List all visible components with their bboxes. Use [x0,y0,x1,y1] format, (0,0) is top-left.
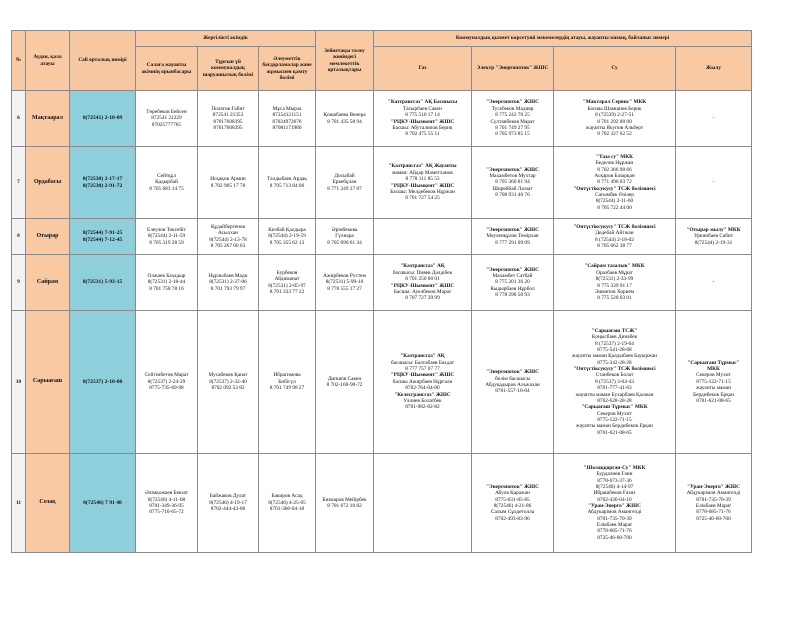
cell-line: Мұса Мырза [272,105,302,112]
electric-cell [472,91,554,147]
contacts-table [11,30,752,553]
org-name: "Онтүстіксукусу" ТСЖ бөлімшесі [573,223,656,230]
call-center-number [70,255,136,311]
water-cell [554,91,676,147]
cell-line: 8 705 355 62 13 [269,239,305,246]
cell-line: Басшы: Ауелбеков Марат [393,288,452,295]
cell-line: Станбеков Болат [595,372,634,379]
cell-line: 8 777 757 07 77 [405,366,440,373]
cell-line: Олжаев Бахадыр [147,272,186,279]
cell-line: 8775-122-71-15 [696,378,731,385]
employment-cell [259,147,316,219]
cell-line: 8(72544) 2-19-59 [268,233,306,240]
org-name: "Мактарал Сервис" МКК [582,99,647,106]
row-number: 10 [12,311,26,454]
cell-line: Абдукарімов Амангелді [686,490,741,497]
org-name: "Энергопоток" ЖШС [486,266,539,273]
org-name: "Отырар жылу" МКК [686,226,741,233]
cell-line: 8(72531) 2-18-44 [147,279,186,286]
org-name: "Энергопоток" ЖШС [486,226,539,233]
housing-cell [198,91,259,147]
cell-line: 8(72537) 2-32-40 [209,378,247,385]
cell-line: Бибігүл [278,378,296,385]
heating-cell [676,255,752,311]
cell-line: Қошабаева Венера [323,112,366,119]
cell-line: - [712,179,715,186]
cell-line: Бурдалиев Ғани [596,471,633,478]
cell-line: Абдуқадыров Альжахан [485,382,540,388]
cell-line: 8 (72539) 2-27-51 [595,112,634,119]
cell-line: Тусебеков Мадияр [491,105,534,112]
header-housing: Тұрғын үй коммуналдық шаруашылық бөлімі [198,47,259,91]
cell-line: - [712,279,715,286]
cell-line: Абуов Қаражан [495,490,530,497]
water-cell [554,311,676,454]
org-name: "Таза су" МКК [596,153,633,160]
cell-line: 8702-628-28-28 [597,397,632,404]
org-name: "Сарыағаш Тұрмыс" [687,359,740,366]
header-electric: Электр "Энергопоток" ЖШС [472,47,554,91]
table-row [12,311,752,454]
cell-line: Әрінбекова [331,226,358,233]
electric-cell [472,147,554,219]
cell-line: 8701-621-08-65 [597,429,632,436]
row-number: 8 [12,219,26,255]
gas-cell [374,454,472,553]
header-water: Су [554,47,676,91]
cell-line: Қадырбай [155,179,178,186]
cell-line: Эшметов Хорием [594,288,635,295]
org-name: "Онтүстіксукусу" ТСЖ бөлімшесі [573,185,656,192]
cell-line: 8 705 267 00 03 [210,242,246,249]
cell-line: 8 701 292 00 00 [597,118,632,125]
cell-line: 8 775 201 36 20 [495,279,530,286]
cell-line: 8778-673-37-36 [597,477,632,484]
water-cell [554,255,676,311]
cell-line: 8 702 327 02 52 [597,131,632,138]
cell-line: 8701-557-16-04 [495,388,530,395]
cell-line: 8 705 973 85 15 [495,131,530,138]
cell-line: 8(72546) 7 91 48 [83,499,122,506]
employment-cell [259,219,316,255]
cell-line: 87017608395 [213,118,243,125]
org-name: "Сарыағаш ТСЖ" [591,328,638,335]
cell-line: жауапты маман Қалдыбаев Бауыржан [571,353,657,360]
district-name: Отырар [26,219,70,255]
cell-line: Басшы: Абуталипов Берик [392,124,453,131]
employment-cell [259,91,316,147]
cell-line: 87025777765 [151,121,182,128]
cell-line: Уалиев Болатбек [403,397,442,404]
cell-line: 8 775 510 17 14 [405,112,440,119]
water-cell [554,454,676,553]
cell-line: 8(72544) 2-13-78 [209,236,247,243]
header-call-center: Call орталық нөмірі [70,31,136,91]
housing-cell [198,454,259,553]
row-number: 9 [12,255,26,311]
cell-line: Нұрлыбаев Мади [208,272,248,279]
cell-line: Сейтқұл [157,172,176,179]
cell-line: жауапты маман Бухарбаев Қалжан [575,391,654,398]
cell-line: 8778-685-71-76 [597,528,632,535]
cell-line: Асылхан [217,230,238,237]
cell-line: 8 (72537) 2-19-64 [595,340,634,347]
cell-line: Досыбай [334,172,355,179]
cell-line: 8 701 672 10 82 [327,503,362,509]
cell-line: жауапты маман [696,385,731,392]
cell-line: Сагымбек Өзілер [595,192,634,199]
header-gas: Газ [374,47,472,91]
call-center-number [70,311,136,454]
cell-line: Қоңысбаев Динабек [591,334,638,341]
org-name: "Казтрансгаз" АҚ Басшысы [387,99,458,106]
cell-line: Секеров Мухит [597,410,632,417]
electric-cell [472,311,554,454]
org-name: "Казтрансгаз" АҚ [400,263,445,270]
akim-cell [136,311,198,454]
org-name: МКК [707,366,720,373]
cell-line: - [712,115,715,122]
org-name: "РЦКУ-Шымкент" ЖШС [390,372,455,379]
cell-line: 8 777 291 09 09 [495,239,530,246]
cell-line: 8(72546) 4-21-86 [493,503,532,509]
retirement-cell [316,255,374,311]
cell-line: Уркинбаев Сабит [693,233,734,240]
cell-line: 8(72531) 5-99-10 [325,279,364,286]
cell-line: 8701-735-70-39 [597,515,632,522]
cell-line: Еркебұлан [332,179,357,186]
cell-line: 8 701 250 00 01 [405,276,440,283]
electric-cell [472,454,554,553]
cell-line: 8 705 662 38 77 [597,242,632,249]
cell-line: 8702-444-43-08 [210,506,246,513]
cell-line: 8(72546) 4-25-05 [268,499,306,506]
org-name: "РЦКУ-Шымкент" ЖШС [390,282,455,289]
cell-line: 8701-621-08-65 [696,397,731,404]
cell-line: Гүлнара [335,233,354,240]
cell-line: Дедебай Айтжан [595,230,634,237]
cell-line: 8 (72544) 2-18-02 [595,236,634,243]
cell-line: 8(72544) 2-19-31 [694,239,733,246]
cell-line: 8702-493-83-96 [495,515,530,522]
cell-line: 8775-631-85-85 [495,496,530,503]
cell-line: басшысы: Пияев Дәлдібек [392,269,453,276]
cell-line: Байжаков Дулат [209,493,247,500]
call-center-number [70,454,136,553]
cell-line: Ажирбеков Рустем [323,272,366,279]
cell-line: Елеулов Токсейіт [147,226,186,233]
cell-line: Беделов Нұржан [595,160,634,167]
cell-line: 8 (72537) 3-04-43 [595,378,634,385]
cell-line: 8725-46-60-700 [696,515,731,522]
org-name: "Энергопоток" ЖШС [486,483,539,490]
cell-line: 8(72531) 5-93-15 [82,279,123,286]
cell-line: Бизмаров Мейірбек [322,496,367,503]
employment-cell [259,311,316,454]
cell-line: 87024972676 [272,118,302,125]
org-name: "Казтрансгаз" АҚ [400,353,445,360]
org-name: "Энергопоток" ЖШС [486,99,539,106]
housing-cell [198,147,259,219]
org-name: "Онтүстіксукусу" ТСЖ бөлімшесі [573,366,656,373]
row-number: 11 [12,454,26,553]
cell-line: 8 705 683 14 75 [149,185,184,192]
header-akim: Салаға жауапты әкімнің орынбасары [136,47,198,91]
org-name: "Уран-Энерго" ЖШС [588,503,641,509]
heating-cell [676,147,752,219]
cell-line: 8(72546) 4-19-17 [209,499,247,506]
cell-line: бөлім басшысы [494,375,531,382]
cell-line: жауапты маман Бердибеков Ерқан [575,423,654,430]
cell-line: Құдайбергенов [210,223,246,230]
cell-line: 8775-735-69-98 [149,385,184,392]
cell-line: 8 701 793 79 97 [210,285,246,292]
cell-line: 8 705 360 81 94 [495,179,530,186]
header-employment: Әлеуметтік бағдарламалар және жұмыспен қамту бөлімі [259,47,316,91]
row-number: 7 [12,147,26,219]
cell-line: Басшы: Мелдебеков Нұржан [390,188,455,195]
header-heating: Жылу [676,47,752,91]
cell-line: 8 705 722 44 00 [597,204,632,211]
cell-line: 8725-46-60-700 [597,534,632,541]
housing-cell [198,311,259,454]
cell-line: 8(72544) 2-11-59 [147,233,186,240]
employment-cell [259,454,316,553]
gas-cell [374,311,472,454]
header-retirement: Зейнетақы төлеу жөніндегі мемлекеттік орталықтары [316,31,374,91]
cell-line: 872541 21229 [151,115,182,122]
cell-line: 8(72546) 4-14-97 [595,483,634,490]
cell-line: 8775-342-28-28 [597,359,632,366]
cell-line: Махамбетов Мухтар [489,172,536,179]
org-name: "Энергопоток" ЖШС [486,369,539,376]
cell-line: Дипшов Сакен [327,375,362,382]
cell-line: 8(72530) 2-17-17 [82,175,123,182]
cell-line: 8(72541) 2-10-89 [82,115,123,122]
cell-line: Елікбаев Марат [695,503,732,509]
cell-line: 8(72531) 2-27-06 [209,279,247,286]
retirement-cell [316,91,374,147]
cell-line: 8 778 298 50 93 [495,292,530,299]
cell-line: Полатов Ғабит [211,105,245,112]
call-center-number [70,147,136,219]
cell-line: Сейтімбетов Марат [144,372,189,379]
org-name: "Казтрансгаз" АҚ Жауапты [388,163,457,170]
cell-line: 872541 21353 [212,112,244,119]
akim-cell [136,219,198,255]
cell-line: 8 775 339 91 17 [597,282,632,289]
cell-line: 8775-541-28-68 [597,347,632,354]
cell-line: Талдыбаев Ардақ [267,176,307,183]
cell-line: Исқақов Армин [210,176,246,183]
cell-line: Оразбаев Мұрат [596,269,633,276]
cell-line: 87254121151 [272,112,302,119]
water-cell [554,219,676,255]
retirement-cell [316,147,374,219]
cell-line: Кыдырбаев Нұрбол [490,285,535,292]
cell-line: 8701-982-82-82 [405,404,440,411]
cell-line: Бурбеков [276,269,298,276]
retirement-cell [316,454,374,553]
header-district: Аудан, қала атауы [26,31,70,91]
header-utilities-group: Коммуналдық қызмет көрсетуші мекемелердің атауы, жауапты мамаң, байланыс нөмері [374,31,752,47]
header-akimat-group: Жергілікті әкімдік [136,31,316,47]
heating-cell [676,219,752,255]
cell-line: 8 701 727 54 25 [405,195,440,202]
cell-line: Абдиманат [274,276,300,283]
cell-line: 8(72530) 2-91-72 [82,182,123,189]
cell-line: 8701-349-36-95 [149,503,184,509]
housing-cell [198,219,259,255]
cell-line: 8 775 520 03 01 [597,295,632,302]
cell-line: 8 771 496 03 72 [597,179,632,186]
cell-line: Басшы Шамшиев Берик [587,105,642,112]
table-row [12,91,752,147]
cell-line: басшы Ажирбаев Нұрғали [392,378,453,385]
gas-cell [374,91,472,147]
district-name: Мақтаарал [26,91,70,147]
cell-line: 87017608395 [213,124,243,131]
cell-line: 8778-685-71-76 [696,509,731,516]
cell-line: 8702 092 53 82 [211,385,245,392]
district-name: Сарыағаш [26,311,70,454]
electric-cell [472,219,554,255]
district-name: Созақ [26,454,70,553]
cell-line: 8(72544) 7-91-25 [82,229,123,236]
cell-line: 8(72544) 2-11-60 [595,198,634,205]
cell-line: Бердибеков Ерқан [693,391,734,398]
cell-line: Султанбеков Марат [490,118,535,125]
cell-line: 8 778 111 85 53 [405,176,440,183]
table-row [12,147,752,219]
cell-line: Ибрашбеков Ғазиз [593,490,636,497]
cell-line: Кизбай Қалдыра [268,226,306,233]
akim-cell [136,454,198,553]
header-num: № [12,31,26,91]
cell-line: басшысы: Балтабаев Бахдат [390,359,455,366]
call-center-number [70,219,136,255]
org-name: "Уран-Энерго" ЖШС [687,483,740,490]
cell-line: Тасырбаев Сакен [403,105,442,112]
retirement-cell [316,219,374,255]
table-body [12,91,752,553]
gas-cell [374,219,472,255]
cell-line: 8 701 749 98 27 [269,385,305,392]
cell-line: 8 701 758 78 16 [149,285,184,292]
gas-cell [374,147,472,219]
retirement-cell [316,311,374,454]
cell-line: 8775-710-65-72 [149,509,184,516]
cell-line: 8 701 435 58 94 [327,118,362,125]
cell-line: 8(72546) 4-11-08 [147,496,186,503]
cell-line: Бакиров Асад [271,493,303,500]
heating-cell [676,311,752,454]
cell-line: Ибрагимова [273,372,301,379]
cell-line: 8 705 713 84 06 [269,182,305,189]
cell-line: 8 705 690 61 34 [327,239,362,246]
table-row [12,454,752,553]
cell-line: 8(72531) 2-33-99 [595,276,634,283]
cell-line: 8 705 319 28 59 [149,239,184,246]
row-number: 6 [12,91,26,147]
cell-line: Абдукарімов Амангелді [587,509,642,516]
heating-cell [676,91,752,147]
org-name: "РЦКУ-Шымкент" ЖШС [390,182,455,189]
cell-line: Төребеков Бейсен [146,108,187,115]
cell-line: 8(72531) 2-05-97 [268,282,306,289]
org-name: "Келесгрансгаз" ЖШС [394,391,451,398]
org-name: "Сайрам тазалык" МКК [584,263,645,270]
cell-line: 8(72544) 7-12-45 [82,236,123,243]
cell-line: 8 708 931 40 76 [495,192,530,199]
cell-line: Әлімқожаев Бекзат [144,490,189,497]
cell-line: 8 701 749 27 95 [495,124,530,131]
table-row [12,219,752,255]
akim-cell [136,91,198,147]
akim-cell [136,147,198,219]
district-name: Сайрам [26,255,70,311]
cell-line: 8 702 965 17 78 [210,182,246,189]
cell-line: 8 701 333 77 22 [269,288,305,295]
cell-line: маман: Айдар Маметханов [392,169,453,176]
cell-line: 8701-366-04-18 [269,506,305,513]
heating-cell [676,454,752,553]
cell-line: Салым Сұлдетолла [490,509,535,516]
cell-line: Ширейбай Лаззат [492,185,533,192]
cell-line: 8 707 727 39 99 [405,295,440,302]
electric-cell [472,255,554,311]
cell-line: Махамбет Сатбай [492,272,533,279]
cell-line: 8 702-160-90-72 [326,382,363,388]
cell-line: 8 775 242 70 25 [495,112,530,119]
org-name: "РЦКУ-Шымкент" ЖШС [390,118,455,125]
cell-line: Елікбаев Марат [596,522,633,529]
call-center-number [70,91,136,147]
cell-line: 8701-735-70-39 [696,496,731,503]
cell-line: 8(72537) 2-24-29 [147,378,186,385]
cell-line: Секеров Мухит [696,372,731,379]
cell-line: 8 778 555 17 27 [327,285,362,292]
cell-line: 8(72537) 2-10-00 [82,378,123,385]
akim-cell [136,255,198,311]
cell-line: Мәуленқұлов Темірхан [486,233,539,240]
district-name: Ордабасы [26,147,70,219]
cell-line: 8702-764-04-00 [405,385,440,392]
gas-cell [374,255,472,311]
table-row [12,255,752,311]
cell-line: Мусабеков Қанат [208,372,248,379]
cell-line: 87081171980 [272,124,302,131]
cell-line: 8702-436-04-10 [597,496,632,503]
org-name: "Шолаққорған-Су" МКК [583,464,646,471]
employment-cell [259,255,316,311]
cell-line: 8 771 249 37 87 [327,185,362,192]
org-name: "Энергопоток" ЖШС [486,166,539,173]
org-name: "Сарыағаш Тұрмыс" МКК [581,404,648,411]
water-cell [554,147,676,219]
cell-line: 8 702 366 90 66 [597,166,632,173]
cell-line: жауапты Якупов Альберт [585,124,644,131]
cell-line: 8775-122-71-15 [597,416,632,423]
housing-cell [198,255,259,311]
cell-line: Асқаров Базарқан [594,172,635,179]
cell-line: 8701-777-41-63 [597,385,632,392]
cell-line: 8 702 475 55 11 [405,131,440,138]
